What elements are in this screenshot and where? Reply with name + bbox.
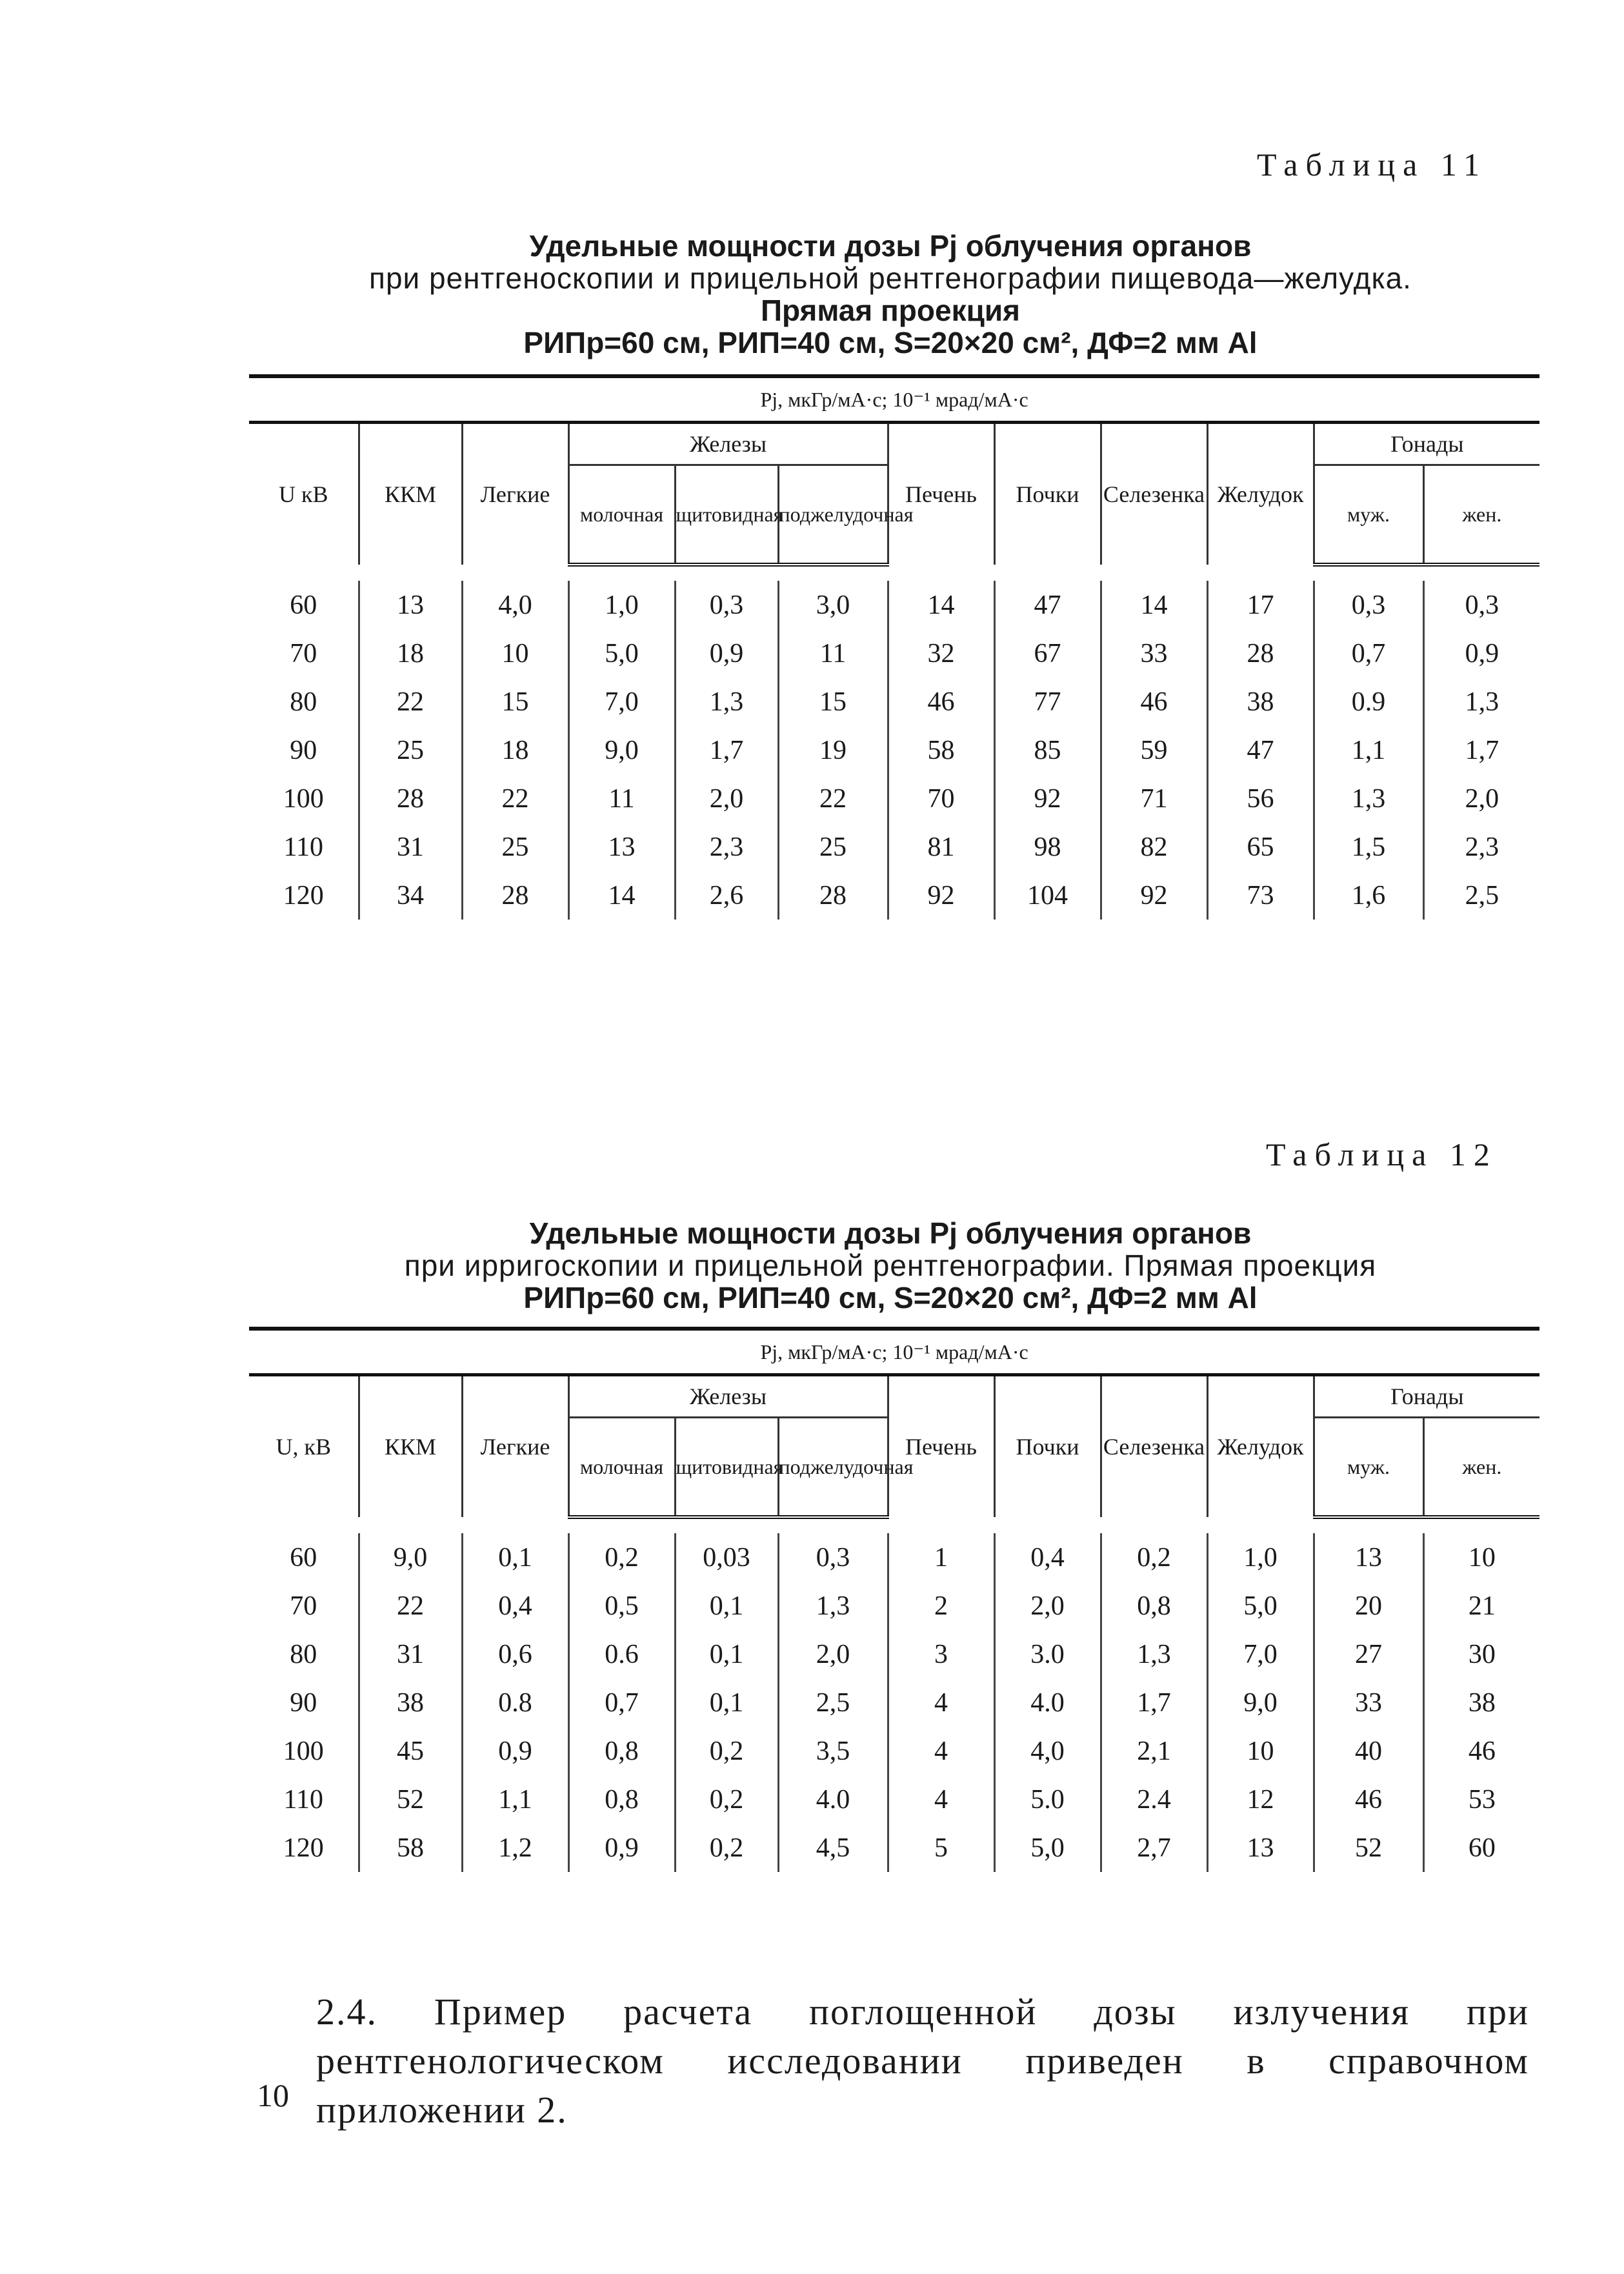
table-row — [249, 726, 1539, 774]
table-cell: 2,5 — [778, 1678, 888, 1727]
col-header-mammary: молочная — [568, 465, 675, 565]
table-row — [249, 1582, 1539, 1630]
table-12-body — [249, 1533, 1539, 1872]
table-row — [249, 871, 1539, 920]
table-cell: 28 — [462, 871, 568, 920]
caption-line: РИПр=60 см, РИП=40 см, S=20×20 см², ДФ=2 мм Al — [523, 326, 1258, 359]
col-header-lungs: Легкие — [462, 1375, 568, 1518]
table-cell: 2,0 — [1423, 774, 1539, 823]
table-cell: 0,9 — [1423, 629, 1539, 678]
table-row — [249, 629, 1539, 678]
table-cell: 100 — [283, 1736, 324, 1766]
table-row — [249, 1775, 1539, 1824]
table-cell: 80 — [290, 687, 317, 717]
table-cell: 52 — [1314, 1824, 1423, 1872]
table-cell: 4 — [888, 1727, 994, 1775]
col-header-pancreas: поджелудочная — [778, 1418, 888, 1518]
table-cell: 27 — [1314, 1630, 1423, 1678]
table-cell: 2,3 — [1423, 823, 1539, 871]
table-cell: 32 — [888, 629, 994, 678]
table-cell: 0,3 — [778, 1533, 888, 1582]
col-header-thyroid: щитовидная — [675, 465, 778, 565]
caption-line: РИПр=60 см, РИП=40 см, S=20×20 см², ДФ=2 мм Al — [523, 1281, 1258, 1314]
table-cell: 110 — [283, 1784, 323, 1815]
table-cell: 2,0 — [778, 1630, 888, 1678]
table-cell: 58 — [359, 1824, 462, 1872]
table-cell: 46 — [1101, 678, 1207, 726]
table-cell: 1,3 — [1314, 774, 1423, 823]
col-header-spleen: Селезенка — [1101, 423, 1207, 565]
table-row — [249, 1727, 1539, 1775]
table-cell: 0,8 — [1101, 1582, 1207, 1630]
table-cell: 2 — [888, 1582, 994, 1630]
table-row — [249, 1630, 1539, 1678]
table-cell: 120 — [283, 1833, 324, 1863]
table-cell: 67 — [994, 629, 1101, 678]
table-cell: 0,2 — [675, 1824, 778, 1872]
table-cell: 0.9 — [1314, 678, 1423, 726]
table-cell: 77 — [994, 678, 1101, 726]
table-cell: 85 — [994, 726, 1101, 774]
table-cell: 25 — [778, 823, 888, 871]
table-cell: 2,1 — [1101, 1727, 1207, 1775]
table-11-body — [249, 581, 1539, 920]
table-cell: 5.0 — [994, 1775, 1101, 1824]
table-cell: 1,5 — [1314, 823, 1423, 871]
table-cell: 4.0 — [778, 1775, 888, 1824]
table-cell: 12 — [1207, 1775, 1314, 1824]
caption-line: при ирригоскопии и прицельной рентгенографии. Прямая проекция — [404, 1249, 1377, 1282]
table-cell: 1,1 — [462, 1775, 568, 1824]
col-header-liver: Печень — [888, 423, 994, 565]
table-cell: 4 — [888, 1775, 994, 1824]
table-cell: 4,0 — [462, 581, 568, 629]
table-cell: 0.8 — [462, 1678, 568, 1727]
table-cell: 0,1 — [675, 1630, 778, 1678]
table-cell: 10 — [1423, 1533, 1539, 1582]
table-cell: 15 — [462, 678, 568, 726]
table-12 — [249, 1327, 1539, 1872]
table-cell: 0,1 — [462, 1533, 568, 1582]
table-cell: 90 — [290, 735, 317, 765]
table-cell: 38 — [1207, 678, 1314, 726]
col-header-gonads: Гонады — [1314, 1375, 1539, 1418]
table-cell: 33 — [1314, 1678, 1423, 1727]
table-cell: 0,7 — [1314, 629, 1423, 678]
table-cell: 80 — [290, 1639, 317, 1669]
table-row — [249, 1533, 1539, 1582]
table-cell: 73 — [1207, 871, 1314, 920]
table-cell: 18 — [359, 629, 462, 678]
table-cell: 0,4 — [994, 1533, 1101, 1582]
table-cell: 10 — [462, 629, 568, 678]
table-cell: 1 — [888, 1533, 994, 1582]
table-cell: 40 — [1314, 1727, 1423, 1775]
col-header-glands: Железы — [568, 1375, 888, 1418]
col-header-kidneys: Почки — [994, 1375, 1101, 1518]
page-number: 10 — [257, 2077, 289, 2113]
table-cell: 3,5 — [778, 1727, 888, 1775]
table-cell: 56 — [1207, 774, 1314, 823]
table-cell: 21 — [1423, 1582, 1539, 1630]
table-cell: 92 — [1101, 871, 1207, 920]
table-cell: 0,4 — [462, 1582, 568, 1630]
col-header-male: муж. — [1314, 1418, 1423, 1518]
col-header-female: жен. — [1423, 1418, 1539, 1518]
caption-line: Удельные мощности дозы Pj облучения органов — [529, 1216, 1252, 1250]
table-cell: 38 — [1423, 1678, 1539, 1727]
table-cell: 14 — [888, 581, 994, 629]
table-cell: 46 — [1314, 1775, 1423, 1824]
units-header: Pj, мкГр/мА·с; 10⁻¹ мрад/мА·с — [249, 1329, 1539, 1375]
table-cell: 0,1 — [675, 1582, 778, 1630]
col-header-kkm: ККМ — [359, 1375, 462, 1518]
table-cell: 0,1 — [675, 1678, 778, 1727]
table-cell: 71 — [1101, 774, 1207, 823]
col-header-pancreas: поджелудочная — [778, 465, 888, 565]
table-cell: 28 — [778, 871, 888, 920]
table-cell: 19 — [778, 726, 888, 774]
table-cell: 1,7 — [675, 726, 778, 774]
table-cell: 2,6 — [675, 871, 778, 920]
caption-line: при рентгеноскопии и прицельной рентгенографии пищевода—желудка. — [369, 261, 1412, 295]
table-cell: 0.6 — [568, 1630, 675, 1678]
table-cell: 1,2 — [462, 1824, 568, 1872]
table-cell: 30 — [1423, 1630, 1539, 1678]
table-cell: 52 — [359, 1775, 462, 1824]
table-cell: 20 — [1314, 1582, 1423, 1630]
table-cell: 22 — [462, 774, 568, 823]
table-cell: 38 — [359, 1678, 462, 1727]
reference-paragraph: 2.4. Пример расчета поглощенной дозы излучения при рентгенологическом исследовании приведен в справочном приложении 2. — [316, 1991, 1529, 2131]
table-cell: 3 — [888, 1630, 994, 1678]
table-cell: 33 — [1101, 629, 1207, 678]
table-11-label: Таблица 11 — [1257, 146, 1487, 183]
table-cell: 4.0 — [994, 1678, 1101, 1727]
table-cell: 100 — [283, 783, 324, 814]
table-row — [249, 678, 1539, 726]
table-cell: 0,2 — [1101, 1533, 1207, 1582]
units-header: Pj, мкГр/мА·с; 10⁻¹ мрад/мА·с — [249, 376, 1539, 423]
table-cell: 13 — [568, 823, 675, 871]
table-cell: 5,0 — [994, 1824, 1101, 1872]
table-cell: 2,0 — [675, 774, 778, 823]
table-cell: 98 — [994, 823, 1101, 871]
table-cell: 5,0 — [568, 629, 675, 678]
table-cell: 0,9 — [568, 1824, 675, 1872]
table-cell: 47 — [994, 581, 1101, 629]
table-cell: 25 — [359, 726, 462, 774]
table-cell: 60 — [1423, 1824, 1539, 1872]
table-cell: 22 — [778, 774, 888, 823]
table-cell: 65 — [1207, 823, 1314, 871]
table-12-label: Таблица 12 — [1266, 1136, 1498, 1172]
table-cell: 46 — [888, 678, 994, 726]
table-cell: 2,3 — [675, 823, 778, 871]
table-cell: 0,3 — [1314, 581, 1423, 629]
table-cell: 60 — [290, 1542, 317, 1573]
col-header-spleen: Селезенка — [1101, 1375, 1207, 1518]
table-cell: 92 — [994, 774, 1101, 823]
table-cell: 0,03 — [675, 1533, 778, 1582]
table-cell: 28 — [359, 774, 462, 823]
table-cell: 1,6 — [1314, 871, 1423, 920]
table-cell: 110 — [283, 832, 323, 862]
table-cell: 18 — [462, 726, 568, 774]
table-cell: 4,5 — [778, 1824, 888, 1872]
table-cell: 0,9 — [462, 1727, 568, 1775]
table-cell: 22 — [359, 1582, 462, 1630]
table-cell: 2,0 — [994, 1582, 1101, 1630]
table-cell: 60 — [290, 590, 317, 620]
table-cell: 120 — [283, 880, 324, 911]
table-cell: 1,3 — [778, 1582, 888, 1630]
table-cell: 1,7 — [1423, 726, 1539, 774]
table-cell: 47 — [1207, 726, 1314, 774]
col-header-u: U, кВ — [276, 1434, 331, 1460]
col-header-male: муж. — [1314, 465, 1423, 565]
table-cell: 7,0 — [1207, 1630, 1314, 1678]
table-cell: 2,5 — [1423, 871, 1539, 920]
table-cell: 1,1 — [1314, 726, 1423, 774]
table-cell: 4,0 — [994, 1727, 1101, 1775]
col-header-kkm: ККМ — [359, 423, 462, 565]
table-cell: 3.0 — [994, 1630, 1101, 1678]
table-row — [249, 774, 1539, 823]
table-cell: 1,0 — [1207, 1533, 1314, 1582]
table-cell: 31 — [359, 1630, 462, 1678]
table-cell: 46 — [1423, 1727, 1539, 1775]
table-cell: 1,0 — [568, 581, 675, 629]
table-11 — [249, 374, 1539, 920]
table-cell: 5 — [888, 1824, 994, 1872]
table-cell: 0,2 — [568, 1533, 675, 1582]
table-cell: 14 — [1101, 581, 1207, 629]
table-cell: 9,0 — [568, 726, 675, 774]
table-cell: 17 — [1207, 581, 1314, 629]
table-row — [249, 1824, 1539, 1872]
table-cell: 0,3 — [675, 581, 778, 629]
table-cell: 13 — [359, 581, 462, 629]
table-cell: 22 — [359, 678, 462, 726]
table-cell: 0,3 — [1423, 581, 1539, 629]
col-header-lungs: Легкие — [462, 423, 568, 565]
table-row — [249, 1678, 1539, 1727]
table-cell: 25 — [462, 823, 568, 871]
table-cell: 0,9 — [675, 629, 778, 678]
table-cell: 13 — [1314, 1533, 1423, 1582]
table-cell: 11 — [568, 774, 675, 823]
caption-line: Прямая проекция — [760, 294, 1020, 327]
table-cell: 90 — [290, 1687, 317, 1718]
col-header-kidneys: Почки — [994, 423, 1101, 565]
table-cell: 0,7 — [568, 1678, 675, 1727]
caption-line: Удельные мощности дозы Pj облучения органов — [529, 229, 1252, 263]
table-cell: 34 — [359, 871, 462, 920]
table-cell: 11 — [778, 629, 888, 678]
col-header-gonads: Гонады — [1314, 423, 1539, 465]
table-cell: 70 — [888, 774, 994, 823]
table-cell: 104 — [994, 871, 1101, 920]
table-cell: 58 — [888, 726, 994, 774]
table-cell: 9,0 — [359, 1533, 462, 1582]
table-cell: 2.4 — [1101, 1775, 1207, 1824]
table-cell: 7,0 — [568, 678, 675, 726]
col-header-thyroid: щитовидная — [675, 1418, 778, 1518]
table-cell: 13 — [1207, 1824, 1314, 1872]
table-cell: 1,7 — [1101, 1678, 1207, 1727]
table-cell: 59 — [1101, 726, 1207, 774]
table-cell: 1,3 — [1423, 678, 1539, 726]
table-cell: 15 — [778, 678, 888, 726]
table-cell: 70 — [290, 638, 317, 669]
table-cell: 70 — [290, 1591, 317, 1621]
table-row — [249, 823, 1539, 871]
table-cell: 2,7 — [1101, 1824, 1207, 1872]
col-header-glands: Железы — [568, 423, 888, 465]
table-12-caption — [252, 1217, 1529, 1314]
table-cell: 14 — [568, 871, 675, 920]
col-header-stomach: Желудок — [1207, 1375, 1314, 1518]
table-cell: 28 — [1207, 629, 1314, 678]
col-header-female: жен. — [1423, 465, 1539, 565]
table-cell: 3,0 — [778, 581, 888, 629]
table-cell: 1,3 — [675, 678, 778, 726]
col-header-stomach: Желудок — [1207, 423, 1314, 565]
table-cell: 31 — [359, 823, 462, 871]
table-cell: 5,0 — [1207, 1582, 1314, 1630]
table-cell: 92 — [888, 871, 994, 920]
table-cell: 10 — [1207, 1727, 1314, 1775]
table-cell: 45 — [359, 1727, 462, 1775]
col-header-liver: Печень — [888, 1375, 994, 1518]
table-cell: 0,8 — [568, 1727, 675, 1775]
table-cell: 53 — [1423, 1775, 1539, 1824]
table-cell: 4 — [888, 1678, 994, 1727]
table-cell: 0,2 — [675, 1727, 778, 1775]
col-header-mammary: молочная — [568, 1418, 675, 1518]
table-cell: 0,2 — [675, 1775, 778, 1824]
table-cell: 0,8 — [568, 1775, 675, 1824]
table-cell: 9,0 — [1207, 1678, 1314, 1727]
table-cell: 0,5 — [568, 1582, 675, 1630]
table-cell: 82 — [1101, 823, 1207, 871]
table-cell: 81 — [888, 823, 994, 871]
table-row — [249, 581, 1539, 629]
table-11-caption — [252, 230, 1529, 359]
table-cell: 0,6 — [462, 1630, 568, 1678]
col-header-u: U кВ — [279, 481, 328, 507]
table-cell: 1,3 — [1101, 1630, 1207, 1678]
